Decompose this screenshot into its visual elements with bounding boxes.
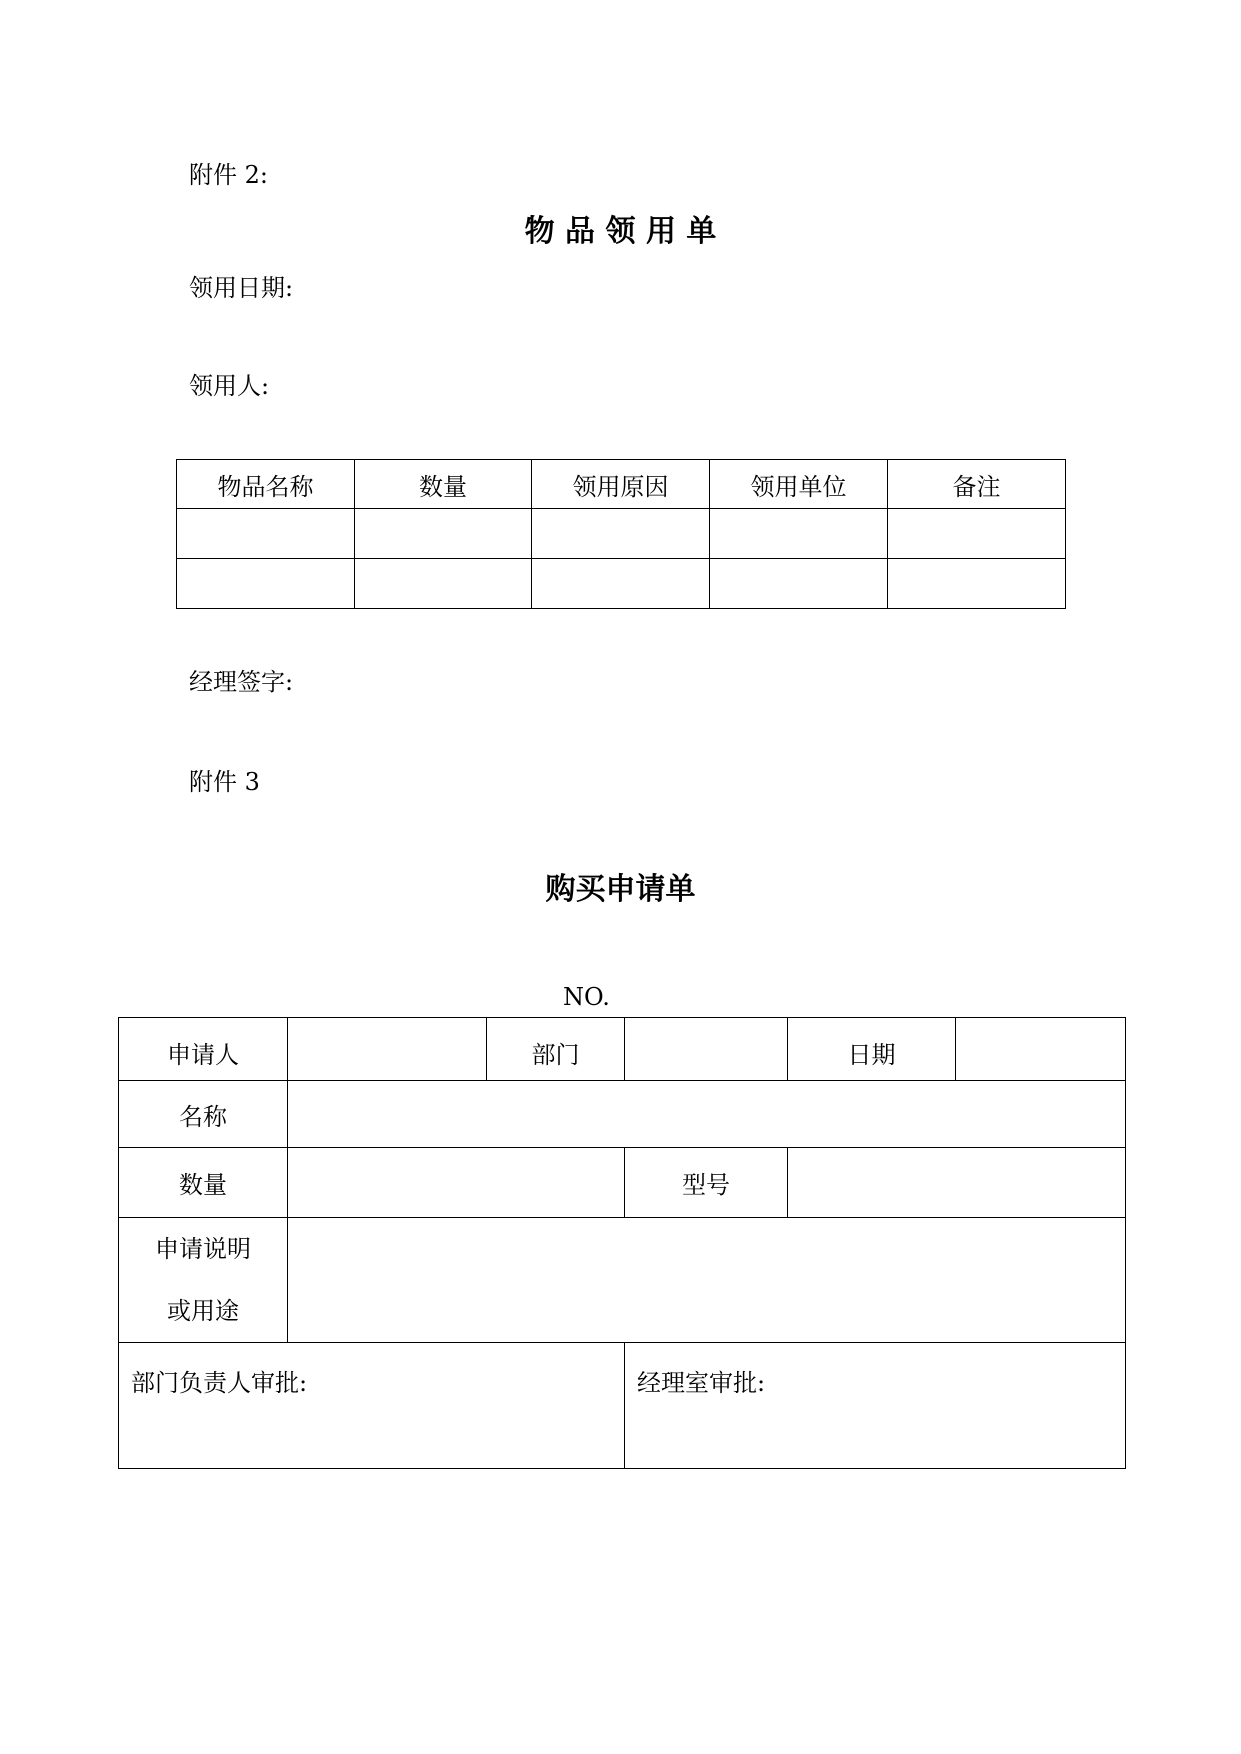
purpose-row [119,1218,1126,1343]
date-field[interactable] [956,1018,1126,1081]
quantity-row [119,1148,1126,1218]
table-row [177,559,1066,609]
quantity-label: 数量 [119,1148,288,1218]
requisition-date-label: 领用日期: [189,274,294,302]
form-title-purchase-request: 购买申请单 [545,872,696,907]
header-cell: 领用原因 [532,460,710,509]
table-cell[interactable] [888,509,1066,559]
dept-head-approval-cell[interactable] [119,1343,625,1469]
applicant-label: 申请人 [119,1018,288,1081]
manager-office-approval-label: 经理室审批: [637,1369,766,1397]
applicant-row [119,1018,1126,1081]
item-requisition-table [176,459,1066,609]
form-number-label: NO. [563,983,610,1011]
purpose-field[interactable] [288,1218,1126,1343]
attachment-2-label: 附件 2: [189,161,268,189]
applicant-field[interactable] [288,1018,487,1081]
purpose-label-line1: 申请说明 [155,1235,251,1263]
name-field[interactable] [288,1081,1126,1148]
department-label: 部门 [487,1018,625,1081]
table-header-row [177,460,1066,509]
header-cell: 领用单位 [710,460,888,509]
name-row [119,1081,1126,1148]
table-cell[interactable] [532,559,710,609]
table-row [177,509,1066,559]
table-cell[interactable] [710,559,888,609]
model-label: 型号 [625,1148,788,1218]
table-cell[interactable] [710,509,888,559]
date-label: 日期 [788,1018,956,1081]
dept-head-approval-label: 部门负责人审批: [131,1369,308,1397]
table-cell[interactable] [177,559,355,609]
purchase-request-form [118,1017,1126,1469]
table-cell[interactable] [177,509,355,559]
table-cell[interactable] [532,509,710,559]
approval-row [119,1343,1126,1469]
table-cell[interactable] [355,559,532,609]
name-label: 名称 [119,1081,288,1148]
purpose-label-line2: 或用途 [167,1297,239,1325]
form-title-item-requisition: 物 品 领 用 单 [524,214,717,249]
attachment-3-label: 附件 3 [189,768,260,796]
manager-office-approval-cell[interactable] [625,1343,1126,1469]
quantity-field[interactable] [288,1148,625,1218]
manager-signature-label: 经理签字: [189,668,294,696]
model-field[interactable] [788,1148,1126,1218]
table-cell[interactable] [888,559,1066,609]
header-cell: 备注 [888,460,1066,509]
department-field[interactable] [625,1018,788,1081]
table-cell[interactable] [355,509,532,559]
requisition-person-label: 领用人: [189,372,270,400]
purpose-label [119,1218,288,1343]
header-cell: 数量 [355,460,532,509]
header-cell: 物品名称 [177,460,355,509]
